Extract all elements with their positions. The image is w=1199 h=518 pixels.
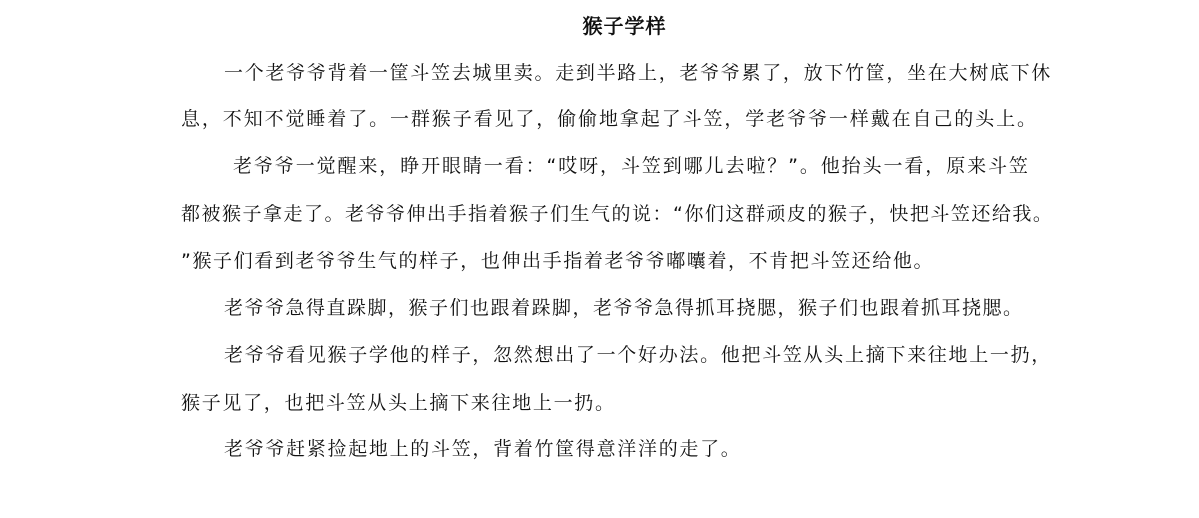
text-line-5: ”猴子们看到老爷爷生气的样子，也伸出手指着老爷爷嘟囔着，不肯把斗笠还给他。	[181, 250, 935, 272]
text-line-2: 息，不知不觉睡着了。一群猴子看见了，偷偷地拿起了斗笠，学老爷爷一样戴在自己的头上。	[181, 108, 1038, 130]
text-line-6: 老爷爷急得直跺脚，猴子们也跟着跺脚，老爷爷急得抓耳挠腮，猴子们也跟着抓耳挠腮。	[224, 297, 1024, 319]
text-line-1: 一个老爷爷背着一筐斗笠去城里卖。走到半路上，老爷爷累了，放下竹筐，坐在大树底下休	[224, 62, 1053, 84]
text-line-3: 老爷爷一觉醒来，睁开眼睛一看：“哎呀，斗笠到哪儿去啦？”。他抬头一看，原来斗笠	[233, 155, 1030, 177]
story-title: 猴子学样	[582, 14, 667, 38]
text-line-8: 猴子见了，也把斗笠从头上摘下来往地上一扔。	[181, 392, 616, 414]
text-line-9: 老爷爷赶紧捡起地上的斗笠，背着竹筐得意洋洋的走了。	[224, 438, 742, 460]
text-line-4: 都被猴子拿走了。老爷爷伸出手指着猴子们生气的说：“你们这群顽皮的猴子，快把斗笠还给我。	[181, 203, 1054, 225]
text-line-7: 老爷爷看见猴子学他的样子，忽然想出了一个好办法。他把斗笠从头上摘下来往地上一扔，	[224, 344, 1053, 366]
